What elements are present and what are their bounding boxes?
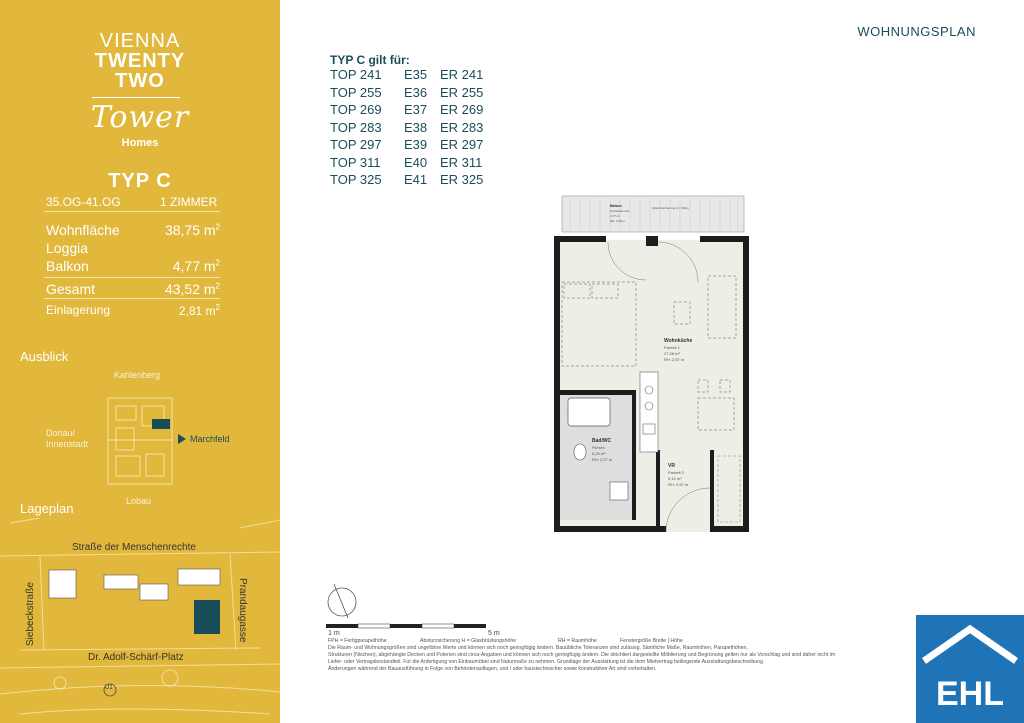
apartment-type-title: TYP C	[108, 170, 172, 192]
legend-abbr: RH = Raumhöhe	[558, 638, 597, 644]
divider	[44, 277, 220, 278]
ehl-logo	[916, 615, 1024, 723]
view-section-label: Ausblick	[20, 349, 69, 364]
apartment-rooms: 1 ZIMMER	[160, 195, 218, 209]
area-label: Wohnfläche	[46, 222, 120, 238]
room-height-bath: RH: 2,27 m	[592, 457, 613, 462]
north-arrow-icon	[322, 582, 362, 622]
area-value: 4,77 $m^2$	[172, 258, 220, 274]
room-area-balkon: 4,77 m²	[610, 214, 621, 218]
table-row: TOP 283 E38 ER 283	[330, 119, 484, 135]
floor-plan	[550, 192, 755, 537]
sidebar	[0, 0, 280, 723]
site-street-right: Prandaugasse	[237, 578, 248, 643]
legend-abbr: Fenstergröße Breite | Höhe	[620, 638, 683, 644]
area-label: Gesamt	[46, 281, 96, 297]
brand-script-logo: Tower	[90, 100, 190, 135]
area-value: 43,52 $m^2$	[164, 281, 220, 297]
room-height-living: RH: 2,57 m	[664, 357, 685, 362]
view-north-label: Kahlenberg	[114, 370, 161, 380]
legend-disclaimer-line: Strukturen (Nischen), abgehängte Decken und Poterien sind circa-Angaben und können sich noch geringfügig ändern. Die strichliert dargestellte Möblierung und Begrünung gelten nur als Vorschlag und sind daher nicht im	[328, 652, 836, 658]
site-street-top: Straße der Menschenrechte	[72, 542, 196, 553]
area-value: 2,81 $m^2$	[178, 303, 220, 318]
room-height-balkon: RH: 2,69 m	[610, 219, 626, 223]
scale-bar	[326, 622, 506, 636]
table-row: TOP 255 E36 ER 255	[330, 84, 484, 100]
view-west-label-2: Innenstadt	[46, 439, 89, 449]
legend-notes	[328, 638, 918, 673]
divider	[44, 298, 220, 299]
legend-abbreviations	[328, 638, 918, 645]
validity-heading: TYP C gilt für:	[330, 53, 410, 67]
legend-disclaimer-line: Änderungen während der Bauausführung in Folge von Behördenauflagen, und / oder haustechnischer sowie konstruktiver Art sind vorbehalten.	[328, 666, 657, 672]
balkon-railing-note: Absturzsicherung H = 90cm	[652, 206, 689, 210]
area-label: Loggia	[46, 240, 89, 256]
units-table	[330, 67, 490, 190]
view-west-label-1: Donau/	[46, 428, 76, 438]
table-row: TOP 297 E39 ER 297	[330, 137, 484, 152]
divider	[44, 211, 220, 212]
site-section-label: Lageplan	[20, 501, 74, 516]
scale-label-right: 5 m	[488, 630, 500, 637]
site-square-label: Dr. Adolf-Schärf-Platz	[88, 652, 184, 663]
floor-plan-drawing	[550, 192, 755, 537]
view-south-label: Lobau	[126, 496, 152, 506]
room-area-vr: 5,12 m²	[668, 476, 682, 481]
room-height-vr: RH: 2,57 m	[668, 482, 689, 487]
brand-line-1: VIENNA	[99, 30, 181, 52]
room-floor-balkon: Holzdielenrost	[610, 209, 630, 213]
room-label-vr: VR	[668, 463, 675, 469]
room-floor-living: Parkett 1	[664, 345, 681, 350]
u-bahn-badge: U1	[105, 685, 113, 691]
scale-label-left: 1 m	[328, 630, 340, 637]
page-title: WOHNUNGSPLAN	[857, 24, 976, 39]
table-row: TOP 325 E41 ER 325	[330, 172, 484, 187]
site-plan-map	[0, 518, 280, 723]
brand-subtitle: Homes	[121, 137, 159, 149]
legend-abbr: FPH = Fertigparapethöhe	[328, 638, 387, 644]
room-area-living: 27,38 m²	[664, 351, 680, 356]
room-area-bath: 6,25 m²	[592, 451, 606, 456]
brand-line-2: TWENTY	[94, 50, 186, 72]
brand-divider	[92, 97, 180, 98]
room-label-balkon: Balkon	[610, 204, 622, 208]
brand-line-3: TWO	[115, 70, 165, 92]
room-label-bath: Bad/WC	[592, 438, 612, 444]
area-label: Balkon	[46, 258, 89, 274]
ehl-logo-text: EHL	[936, 675, 1004, 713]
area-label: Einlagerung	[46, 303, 111, 317]
legend-disclaimer-line: Die Raum- und Wohnungsgrößen sind ungefähre Werte und können sich noch geringfügig ändern. Bauübliche Toleranzen sind zulässig. Sämtliche Maße, Raumhöhen, Parapethöhen,	[328, 645, 748, 651]
table-row: TOP 241 E35 ER 241	[330, 67, 484, 82]
apartment-floors: 35.OG-41.OG	[46, 195, 121, 209]
area-value: 38,75 $m^2$	[164, 222, 220, 238]
table-row: TOP 269 E37 ER 269	[330, 102, 484, 117]
room-floor-bath: Fliesen	[592, 445, 605, 450]
room-label-living: Wohnküche	[664, 338, 693, 344]
view-orientation-map	[44, 368, 254, 508]
room-floor-vr: Parkett 2	[668, 470, 685, 475]
site-street-left: Siebeckstraße	[25, 582, 36, 646]
view-east-label: Marchfeld	[190, 434, 230, 444]
table-row: TOP 311 E40 ER 311	[330, 154, 483, 170]
legend-disclaimer-line: Liefer- oder Vertragsbestandteil. Für die Anfertigung von Einbaumöbel sind Naturmaße zu nehmen. Grundlage der Ausstattung ist die dem Mietvertrag beiliegende Ausstattungsbeschreibung.	[328, 659, 765, 665]
legend-abbr: Absturzsicherung H = Glasbrüstungshöhe	[420, 638, 517, 644]
